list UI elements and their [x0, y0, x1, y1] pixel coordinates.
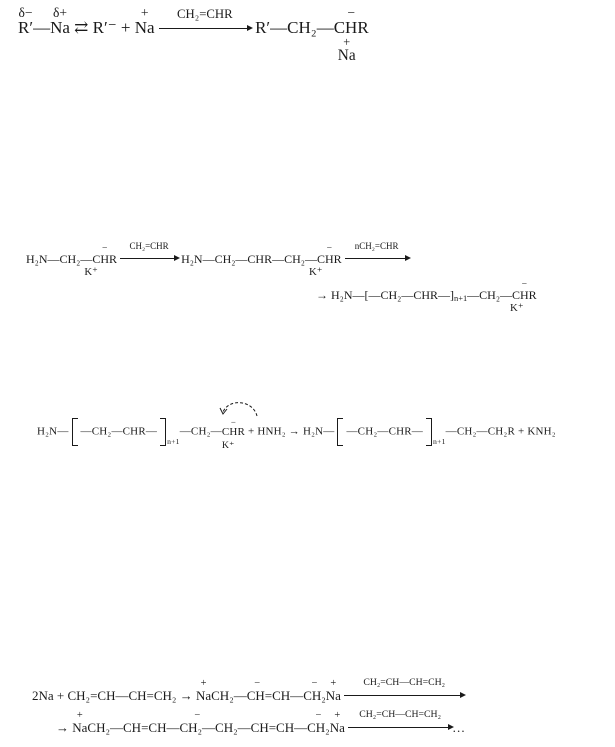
right-bracket	[160, 418, 166, 446]
equation-1: δ− R′— δ+ Na ⇄ R′⁻ + + Na CH₂=CHR R′—CH₂— − CHR + Na	[18, 5, 369, 65]
carbanion-1: − CHR K⁺	[84, 242, 118, 278]
equation-2-line-2: → $H_2N—[—CH_2—CHR—]_{n+1}—CH_2—$ − CHR K⁺	[316, 278, 537, 314]
na-cation: + Na	[134, 5, 155, 37]
reaction-arrow-1: CH₂=CHR	[120, 252, 178, 267]
product-chain: R′—CH₂—	[255, 18, 334, 37]
arrow-label: CH₂=CHR	[177, 7, 233, 21]
carbanion: − CHR K⁺	[221, 417, 246, 451]
reaction-arrow	[159, 7, 251, 38]
na-atom: δ+ Na	[50, 5, 70, 37]
carbanion: − CHR + Na	[333, 5, 369, 65]
reaction-arrow-2: nCH₂=CHR	[345, 252, 409, 267]
equation-4-line-1: 2Na + CH₂=CH—CH=CH₂ → + Na − CH₂—CH=CH— − CH₂ + Na CH₂=CH—CH=CH₂	[32, 688, 464, 704]
equation-3: H₂N— $—CH_2—CHR—_{n+1}—CH_2—$ − CHR K⁺ + HNH₂ → H₂N— $—CH_2—CHR—_{n+1}—CH_2—CH_2R + KNH_2$	[37, 418, 556, 446]
reaction-arrow-3: CH₂=CH—CH=CH₂	[344, 688, 464, 704]
electron-transfer-curved-arrow-icon	[217, 398, 263, 420]
na-counterion: Na	[337, 47, 356, 65]
left-bracket	[72, 418, 78, 446]
delta-minus: δ−	[18, 5, 33, 21]
delta-plus: δ+	[52, 5, 68, 21]
equilibrium-arrow: ⇄	[74, 18, 89, 37]
carbanion-3: − CHR K⁺	[510, 278, 537, 314]
r-prime-atom: δ− R′	[18, 5, 34, 37]
carbanion-2: − CHR K⁺	[308, 242, 342, 278]
reaction-arrow-4: CH₂=CH—CH=CH₂	[348, 720, 452, 736]
equation-2-line-1: H₂N—CH₂— − CHR K⁺ CH₂=CHR H₂N—CH₂—CHR—CH₂— − CHR K⁺ nCH₂=CHR	[26, 252, 409, 267]
equation-4-line-2: → + Na − CH₂—CH=CH—CH₂—CH₂—CH=CH— − CH₂ + Na CH₂=CH—CH=CH₂ …	[56, 709, 466, 735]
r-anion: R′⁻	[92, 18, 117, 37]
